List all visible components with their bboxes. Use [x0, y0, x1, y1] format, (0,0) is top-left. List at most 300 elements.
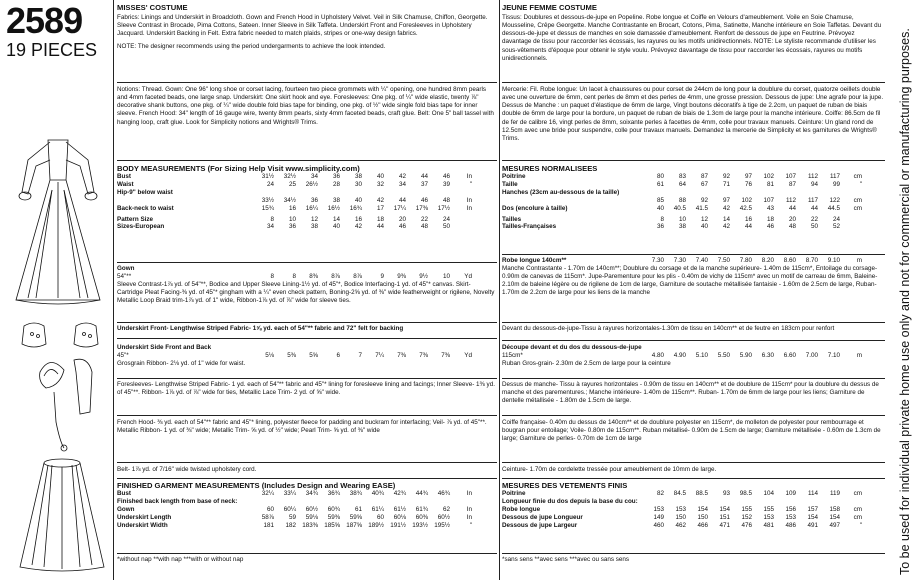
cell-value: 16½	[327, 204, 340, 212]
table-row	[502, 189, 862, 197]
cell-value	[428, 189, 450, 197]
table-row	[117, 273, 472, 281]
cell-value: 18	[376, 215, 384, 223]
cell-value: 460	[653, 521, 664, 529]
cell-value: In	[466, 173, 472, 180]
row-label: Tailles-Françaises	[502, 223, 557, 231]
cell-value: 153	[785, 513, 796, 521]
cell-value: 151	[719, 513, 730, 521]
cell-value: 8.60	[783, 257, 796, 264]
table-row	[117, 352, 472, 360]
cell-value: 88.5	[695, 490, 708, 497]
cell-value: 42	[376, 196, 384, 204]
cell-value: 5⅜	[287, 352, 296, 360]
cell-value	[450, 498, 472, 506]
cell-value: 193½	[412, 521, 428, 529]
body-measurements-table	[117, 173, 472, 213]
cell-value: 94	[810, 180, 818, 188]
dessus-manche-text: Dessus de manche- Tissu à rayures horizontales - 0.90m de tissu en 140cm** et de doublure de 115cm* pour la doublure du dessus de manche et des parementures.; Manche intérieure- 1.40m de 115cm**. Ruban- 1.70m de 6mm de large pour les liens; Garniture de dentelle métallisée - 1.80m de 1.5cm de large.	[502, 381, 879, 405]
cell-value: 9	[380, 273, 384, 281]
row-label: Back-neck to waist	[117, 204, 174, 212]
cell-value: 31½	[261, 173, 274, 180]
cell-value: 104	[763, 490, 774, 497]
footnote-fr	[502, 556, 885, 564]
cell-value: 38	[354, 173, 362, 180]
row-label: Dessous de jupe Longueur	[502, 513, 583, 521]
cell-value	[730, 498, 752, 506]
cell-value: m	[856, 257, 862, 264]
mercerie-section	[502, 86, 885, 143]
body-measurements	[117, 164, 497, 231]
table-row	[502, 514, 862, 522]
row-label: Poitrine	[502, 173, 526, 180]
cell-value: 34	[266, 223, 274, 231]
cell-value: 8	[270, 215, 274, 223]
cell-value: 61	[656, 180, 664, 188]
cell-value: 82	[656, 490, 664, 497]
french-hood-yardage	[117, 419, 497, 435]
underskirt-side-row	[117, 352, 472, 360]
cell-value: 24	[442, 215, 450, 223]
cell-value: 122	[829, 196, 840, 204]
divider	[502, 462, 885, 463]
cell-value	[362, 189, 384, 197]
divider	[117, 415, 497, 416]
cell-value: 153	[653, 505, 664, 513]
table-row	[502, 223, 862, 231]
cell-value	[840, 223, 862, 231]
cell-value: 42	[398, 173, 406, 180]
cell-value: 71	[722, 180, 730, 188]
cell-value: 30	[354, 180, 362, 188]
cell-value: 37	[420, 180, 428, 188]
cell-value: 34	[310, 173, 318, 180]
notions-text: Notions: Thread. Gown: One 96" long shoe or corset lacing, fourteen two piece grommets with ¼" opening, one hundred 8mm pearls and 4mm faceted beads, one large snap. Underskirt: One skirt hook and eye. Foresleeves: One pkg. of ¼" wide elastic, twenty ⅞" decorative shank buttons, one pkg. of ¼" wide double fold bias tape for binding, one pkg. of ½" wide single fold bias tape for inner sleeve. French Hood: 34" length of 16 gauge wire, twenty 8mm pearls, sixty 4mm faceted beads, craft glue. Belt: One 5" ball tassel with hanging loop, craft glue. Look for Simplicity notions and Wrights® Trims.	[117, 86, 494, 126]
divider	[117, 262, 497, 263]
cell-value: 42	[722, 223, 730, 231]
cell-value: In	[466, 204, 472, 212]
underskirt-side	[117, 344, 497, 368]
cell-value: 44	[810, 204, 818, 212]
cell-value	[642, 498, 664, 506]
ceinture-text: Ceinture- 1.70m de cordelette tressée pour ameublement de 10mm de large.	[502, 466, 717, 473]
cell-value: 44	[788, 204, 796, 212]
mesures-finis-table	[502, 490, 862, 530]
cell-value: 44	[376, 223, 384, 231]
cell-value: 154	[829, 513, 840, 521]
cell-value: 153	[675, 505, 686, 513]
cell-value: 60¼	[283, 505, 296, 513]
cell-value	[384, 189, 406, 197]
cell-value: 6	[336, 352, 340, 360]
table-row	[502, 257, 862, 265]
cell-value: 60⅛	[393, 513, 406, 521]
cell-value: 32½	[283, 173, 296, 180]
cell-value: 60½	[305, 505, 318, 513]
cell-value: 42	[354, 223, 362, 231]
cell-value: 102	[763, 173, 774, 180]
table-row	[117, 223, 472, 231]
cell-value: Yd	[464, 273, 472, 281]
cell-value: 61¾	[415, 505, 428, 513]
cell-value: 46	[442, 173, 450, 180]
table-row	[117, 189, 472, 197]
tissus-text: Tissus: Doublures et dessous-de-jupe en Popeline. Robe longue et Coiffe en Velours d'ameublement. Voile en Soie Chamuse, Mousseline, Crêpe Georgette. Manche Contrastante en Brocart, Cotons, Pima, Satinette, Manche intérieure en Soie Taffetas. Devant du dessous-de-jupe et dessus de manches en soie damassée d'ameublement. Renfort de dessous de jupe en Feutrine. Prévoyez davantage de tissu pour raccorder les écossais, les rayures ou les motifs unidirectionnels. NOTE: Le styliste recommande d'utiliser les sous-vêtements d'époque pour obtenir le style voulu. Prévoyez davantage de tissu pour raccorder les écossais, rayures ou motifs unidirectionnels.	[502, 14, 882, 62]
table-row	[502, 173, 862, 181]
cell-value: 46¾	[437, 490, 450, 497]
dessus-manche	[502, 381, 885, 405]
table-row	[117, 197, 472, 205]
cell-value: In	[466, 490, 472, 497]
cell-value: 18	[766, 215, 774, 223]
underskirt-illustration	[14, 455, 110, 575]
cell-value	[296, 189, 318, 197]
cell-value: 42.5	[739, 204, 752, 212]
cell-value: 15¾	[261, 204, 274, 212]
decoupe-section	[502, 344, 885, 368]
row-label: Robe longue 140cm**	[502, 257, 567, 264]
cell-value: 8	[292, 273, 296, 281]
cell-value: cm	[853, 204, 862, 212]
cell-value: 8.20	[761, 257, 774, 264]
cell-value	[818, 498, 840, 506]
gown-yardage	[117, 265, 497, 306]
cell-value	[406, 189, 428, 197]
table-row	[502, 205, 862, 213]
cell-value: 155	[741, 505, 752, 513]
cell-value: 7.30	[673, 257, 686, 264]
cell-value: 466	[697, 521, 708, 529]
divider	[117, 378, 497, 379]
illustration-column	[0, 0, 112, 580]
cell-value	[384, 498, 406, 506]
divider	[502, 322, 885, 323]
cell-value: 28	[332, 180, 340, 188]
cell-value	[840, 498, 862, 506]
cell-value: 36	[656, 223, 664, 231]
cell-value	[274, 498, 296, 506]
cell-value: 181	[263, 521, 274, 529]
cell-value: 60¾	[327, 505, 340, 513]
divider	[117, 478, 497, 479]
cell-value: 12	[700, 215, 708, 223]
cell-value: 40	[354, 196, 362, 204]
table-row	[502, 197, 862, 205]
divider	[502, 478, 885, 479]
cell-value: 481	[763, 521, 774, 529]
cell-value: 183⅜	[302, 521, 318, 529]
tailles-table	[502, 216, 862, 232]
cell-value: cm	[853, 196, 862, 204]
cell-value: 8	[660, 215, 664, 223]
cell-value: 59⅜	[327, 513, 340, 521]
cell-value: 50	[442, 223, 450, 231]
cell-value: 9.10	[827, 257, 840, 264]
cell-value: "	[469, 521, 472, 529]
cell-value: 33¼	[283, 490, 296, 497]
note-text: NOTE: The designer recommends using the period undergarments to achieve the look intended.	[117, 43, 386, 51]
mesures-table	[502, 173, 862, 213]
cell-value: 44.5	[827, 204, 840, 212]
cell-value: 158	[829, 505, 840, 513]
cell-value	[450, 223, 472, 231]
cell-value: 42	[722, 204, 730, 212]
cell-value: 7	[358, 352, 362, 360]
cell-value: "	[859, 521, 862, 529]
pattern-number: 2589	[6, 0, 83, 41]
cell-value: 52	[832, 223, 840, 231]
cell-value: 5.90	[739, 352, 752, 360]
cell-value: 38	[310, 223, 318, 231]
french-hood-text: French Hood- ⅜ yd. each of 54"** fabric and 45"* lining, polyester fleece for padding and buckram for interfacing; Veil- ⅞ yd. of 45"**. Metallic Ribbon- 1 yd. of ⅜" wide; Metallic Trim- ⅝ yd. of ½" wide; Pearl Trim- ⅝ yd. of ⅜" wide	[117, 419, 487, 435]
footnote-text: *without nap **with nap ***with or without nap	[117, 556, 244, 563]
side-note-text: To be used for individual private home use only and not for commercial or manufacturing purposes.	[898, 28, 912, 575]
cell-value	[450, 216, 472, 224]
row-label: Finished back length from base of neck:	[117, 497, 238, 505]
cell-value: 97	[744, 173, 752, 180]
cell-value: 40	[656, 204, 664, 212]
decoupe-title: Découpe devant et du dos du dessous-de-jupe	[502, 344, 642, 351]
divider	[502, 340, 885, 341]
cell-value: 81	[766, 180, 774, 188]
table-row	[117, 522, 472, 530]
cell-value: 7⅜	[397, 352, 406, 360]
row-label: Dos (encolure à taille)	[502, 204, 568, 212]
cell-value: 6.30	[761, 352, 774, 360]
cell-value: 471	[719, 521, 730, 529]
cell-value: 149	[653, 513, 664, 521]
cell-value: 5.50	[717, 352, 730, 360]
underskirt-front	[117, 325, 497, 333]
cell-value: 17⅜	[415, 204, 428, 212]
cell-value	[796, 189, 818, 197]
cell-value: 17¼	[393, 204, 406, 212]
divider	[502, 553, 885, 554]
cell-value: 87	[700, 173, 708, 180]
divider	[502, 378, 885, 379]
gown-illustration	[8, 130, 108, 310]
divider	[502, 254, 885, 255]
cell-value: 40	[332, 223, 340, 231]
cell-value	[642, 189, 664, 197]
cell-value: 76	[744, 180, 752, 188]
cell-value: 8⅞	[353, 273, 362, 281]
divider	[113, 0, 114, 580]
gown-title: Gown	[117, 265, 135, 272]
finished-measurements-title: FINISHED GARMENT MEASUREMENTS (Includes Design and Wearing EASE)	[117, 481, 396, 490]
footnote-fr-text: *sans sens **avec sens ***avec ou sans sens	[502, 556, 630, 563]
cell-value: 48	[442, 196, 450, 204]
notions-section	[117, 86, 497, 127]
foresleeves-yardage	[117, 381, 497, 397]
cell-value: 157	[807, 505, 818, 513]
cell-value: 46	[766, 223, 774, 231]
cell-value	[752, 498, 774, 506]
cell-value: 40.5	[673, 204, 686, 212]
cell-value: 8⅞	[331, 273, 340, 281]
fabrics-text: Fabrics: Linings and Underskirt in Broadcloth. Gown and French Hood in Upholstery Velvet. Veil in Silk Chamuse, Chiffon, Georgette. Sleeve Contrast in Brocade, Pima Cottons, Sateen. Inner Sleeve in Silk Taffeta. Underskirt Front and Foresleeves in Upholstery Jacquard. Underskirt Backing in Felt. Extra fabric needed to match plaids, stripes or one-way design fabrics.	[117, 14, 488, 38]
cell-value: 107	[763, 196, 774, 204]
cell-value: 44	[744, 223, 752, 231]
table-row	[117, 173, 472, 181]
cell-value: "	[859, 180, 862, 188]
tissus-section	[502, 3, 885, 63]
cell-value: 189½	[368, 521, 384, 529]
cell-value: 107	[785, 173, 796, 180]
cell-value: 153	[763, 513, 774, 521]
cell-value: 4.90	[673, 352, 686, 360]
mesures-finis-title: MESURES DES VETEMENTS FINIS	[502, 481, 628, 490]
row-label: Hanches (23cm au-dessous de la taille)	[502, 188, 620, 196]
cell-value: m	[856, 352, 862, 360]
divider	[117, 553, 497, 554]
cell-value: 7.50	[717, 257, 730, 264]
cell-value: 85	[656, 196, 664, 204]
pieces-count: 19 PIECES	[6, 40, 98, 60]
cell-value: 10	[678, 215, 686, 223]
cell-value: 40	[376, 173, 384, 180]
cell-value: 61	[354, 505, 362, 513]
cell-value: 26½	[305, 180, 318, 188]
cell-value	[686, 498, 708, 506]
row-label: Pattern Size	[117, 215, 154, 223]
cell-value: 59	[288, 513, 296, 521]
cell-value: 16¾	[349, 204, 362, 212]
cell-value: 46	[420, 196, 428, 204]
cell-value	[708, 189, 730, 197]
table-row	[117, 506, 472, 514]
cell-value: 117	[807, 196, 818, 204]
sizes-table	[117, 216, 472, 232]
cell-value: 476	[741, 521, 752, 529]
cell-value: 8	[270, 273, 274, 281]
cell-value: 7.40	[695, 257, 708, 264]
foresleeves-text: Foresleeves- Lengthwise Striped Fabric- 1 yd. each of 54"** fabric and 45"* lining for foresleeve lining and facings; Inner Sleeve- 1⅜ yd. of 45"**. Ribbon- 1⅞ yd. of ⅞" wide for ties, Metallic Lace Trim- 2 yd. of ⅝" wide.	[117, 381, 495, 397]
table-row	[502, 352, 862, 360]
cell-value: 22	[810, 215, 818, 223]
cell-value: 38	[678, 223, 686, 231]
row-label: Longueur finie du dos depuis la base du cou:	[502, 497, 638, 505]
divider	[117, 160, 497, 161]
cell-value: 114	[807, 490, 818, 497]
english-column	[117, 0, 497, 580]
cell-value: 22	[420, 215, 428, 223]
cell-value: 60	[266, 505, 274, 513]
cell-value: 87	[788, 180, 796, 188]
cell-value	[362, 498, 384, 506]
cell-value: cm	[853, 490, 862, 497]
mesures-finis	[502, 481, 885, 530]
row-label: Gown	[117, 505, 135, 513]
cell-value: 88	[678, 196, 686, 204]
cell-value: 154	[697, 505, 708, 513]
cell-value: 14	[332, 215, 340, 223]
cell-value: In	[466, 505, 472, 513]
cell-value: 58⅞	[261, 513, 274, 521]
cell-value: 150	[697, 513, 708, 521]
decoupe-ribbon: Ruban Gros-grain- 2.30m de 2.5cm de large pour la ceinture	[502, 360, 671, 368]
cell-value: 59⅛	[305, 513, 318, 521]
french-hood-illustration	[30, 352, 100, 452]
table-row	[117, 205, 472, 213]
cell-value: 187⅝	[346, 521, 362, 529]
cell-value: 36	[332, 173, 340, 180]
cell-value: 195½	[434, 521, 450, 529]
row-label: 45"*	[117, 352, 129, 360]
cell-value: 24	[832, 215, 840, 223]
cell-value: 152	[741, 513, 752, 521]
cell-value: In	[466, 513, 472, 521]
cell-value: 36¾	[327, 490, 340, 497]
divider	[117, 462, 497, 463]
table-row	[117, 181, 472, 189]
cell-value: 182	[285, 521, 296, 529]
robe-text: Manche Contrastante - 1.70m de 140cm**; Doublure du corsage et de la manche supérieure- 1.40m de 115cm*, Entoilage du corsage- 0.90m de canevas de 115cm*. Jupe-Parementure pour les plis - 0.40m de vichy de 115cm* avec un motif de carreau de 6mm, Baleine- 2.10m de baleine légère ou de rigilene de 1cm de large, Garniture de soutache métallisée fantaisie - 1.60m de 2.5cm de large, Ruban- 1.70m de 2.2cm de large pour les liens de la manche	[502, 264, 878, 297]
french-title: JEUNE FEMME COSTUME	[502, 3, 597, 12]
fabrics-section	[117, 3, 497, 52]
cell-value	[730, 189, 752, 197]
cell-value: 34½	[283, 196, 296, 204]
cell-value	[774, 189, 796, 197]
cell-value: 99	[832, 180, 840, 188]
cell-value: 39	[442, 180, 450, 188]
cell-value: 93	[722, 490, 730, 497]
body-measurements-title: BODY MEASUREMENTS (For Sizing Help Visit www.simplicity.com)	[117, 164, 360, 173]
cell-value	[840, 189, 862, 197]
cell-value: 80	[656, 173, 664, 180]
cell-value	[708, 498, 730, 506]
cell-value: cm	[853, 505, 862, 513]
cell-value: 92	[700, 196, 708, 204]
cell-value: 112	[785, 196, 796, 204]
cell-value: 97	[722, 196, 730, 204]
row-label: Underskirt Width	[117, 521, 168, 529]
cell-value: 62	[442, 505, 450, 513]
table-row	[502, 498, 862, 506]
section-title: MISSES' COSTUME	[117, 3, 188, 12]
cell-value	[406, 498, 428, 506]
underskirt-front-text: Underskirt Front- Lengthwise Striped Fabric- 1⅝ yd. each of 54"** fabric and 72" felt for backing	[117, 325, 404, 332]
divider	[117, 82, 497, 83]
cell-value: 10	[442, 273, 450, 281]
divider	[502, 415, 885, 416]
cell-value: 60	[376, 513, 384, 521]
cell-value: 491	[807, 521, 818, 529]
cell-value: 119	[829, 490, 840, 497]
cell-value: 185⅝	[324, 521, 340, 529]
table-row	[502, 181, 862, 189]
cell-value: 42¾	[393, 490, 406, 497]
robe-row	[502, 257, 862, 265]
devant-dessous-jupe	[502, 325, 885, 333]
cell-value: 154	[807, 513, 818, 521]
underskirt-ribbon: Grosgrain Ribbon- 2⅛ yd. of 1" wide for waist.	[117, 360, 246, 368]
cell-value: 7.10	[827, 352, 840, 360]
row-label: Bust	[117, 490, 131, 497]
divider	[117, 322, 497, 323]
gown-text: Sleeve Contrast-1⅞ yd. of 54"**, Bodice and Upper Sleeve Lining-1½ yd. of 45"*, Bodice Interfacing-1 yd. of 45"* canvas. Skirt- Cartridge Pleat Facing-⅜ yd. of 45"* gingham with a ¼" even check pattern, Boning-2⅝ yd. of ⅜" wide featherweight or rigilene, Novelty Metallic Loop Braid trim-1⅞ yd. of 1" wide, Ribbon-1⅞ yd. of ⅞" wide for sleeve ties.	[117, 281, 495, 305]
cell-value	[664, 498, 686, 506]
cell-value: 83	[678, 173, 686, 180]
cell-value: 7.00	[805, 352, 818, 360]
cell-value: 48	[788, 223, 796, 231]
underskirt-side-title: Underskirt Side Front and Back	[117, 344, 212, 351]
row-label: 115cm*	[502, 352, 523, 360]
row-label: Bust	[117, 173, 131, 180]
cell-value: "	[469, 180, 472, 188]
belt-text: Belt- 1⅞ yd. of 7/16" wide twisted upholstery cord.	[117, 466, 257, 473]
coiffe-section	[502, 419, 885, 443]
